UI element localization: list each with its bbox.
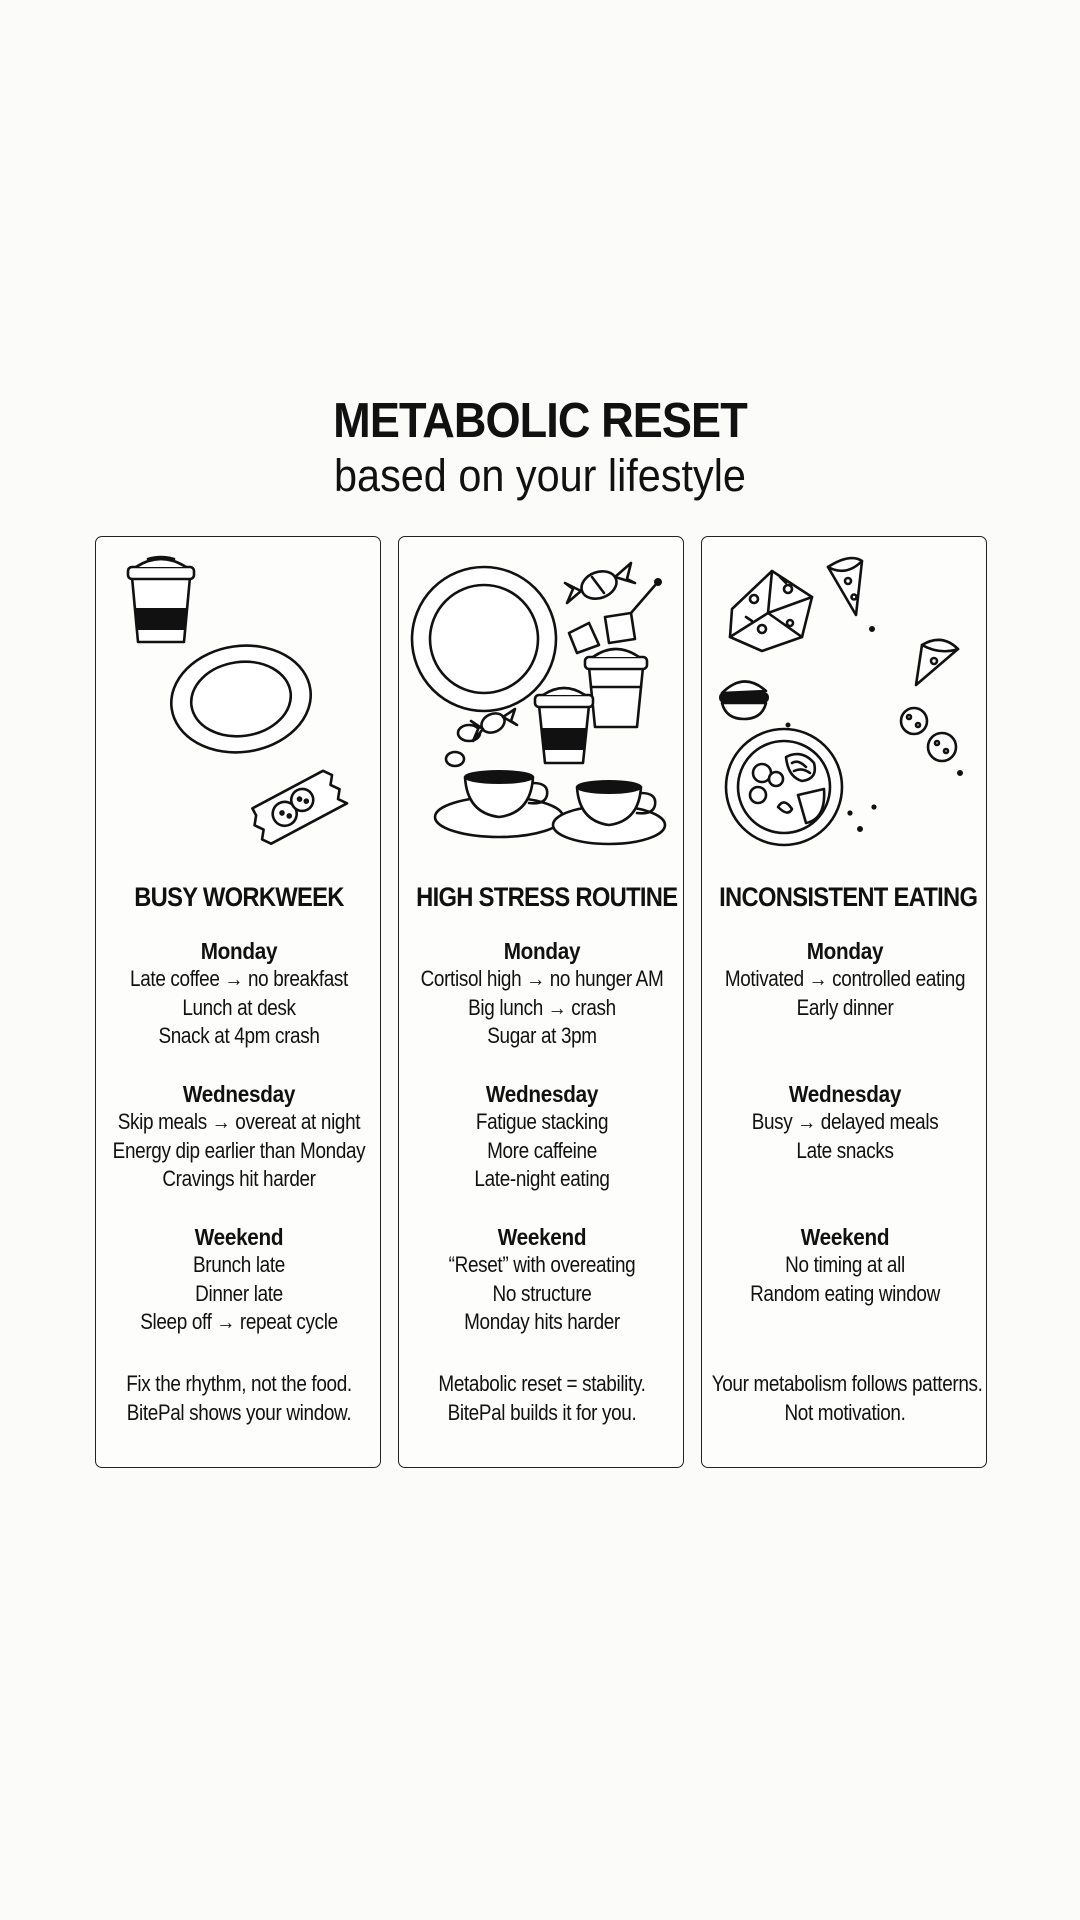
- schedule-line: “Reset” with overeating: [448, 1252, 636, 1277]
- section-wednesday: [86, 1080, 392, 1223]
- schedule-line: Brunch late: [193, 1252, 285, 1277]
- card-inconsistent-eating: [701, 536, 987, 1468]
- section-weekend: [86, 1223, 392, 1366]
- schedule-line: Fatigue stacking: [475, 1109, 609, 1134]
- section-wednesday: [692, 1080, 998, 1223]
- small-candy-icon: [446, 709, 517, 766]
- snack-bar-icon: [247, 768, 347, 847]
- pizza-slice-icon: [828, 558, 874, 631]
- schedule-line: Dinner late: [195, 1280, 283, 1306]
- coffee-cup-icon: [585, 649, 647, 727]
- schedule-line: Cortisol high → no hunger AM: [420, 966, 664, 991]
- card-title: BUSY WORKWEEK: [134, 882, 344, 912]
- section-weekend: [692, 1223, 998, 1366]
- section-monday: [86, 937, 392, 1080]
- day-label: Weekend: [800, 1224, 890, 1250]
- schedule-line: Lunch at desk: [182, 994, 296, 1020]
- plate-icon: [412, 567, 556, 711]
- schedule-line: Skip meals → overeat at night: [117, 1109, 361, 1134]
- teacup-icon: [435, 771, 563, 837]
- footer-line: Metabolic reset = stability.: [438, 1371, 646, 1396]
- section-monday: [692, 937, 998, 1080]
- page-title: METABOLIC RESET: [333, 394, 747, 448]
- section-monday: [389, 937, 695, 1080]
- schedule-line: Snack at 4pm crash: [158, 1023, 320, 1048]
- burger-icon: [720, 681, 768, 719]
- card-title: INCONSISTENT EATING: [719, 882, 978, 912]
- schedule-line: No structure: [492, 1280, 592, 1306]
- schedule-line: Motivated → controlled eating: [724, 966, 966, 991]
- card-schedule: [86, 937, 392, 1366]
- pizza-slice-icon: [916, 640, 958, 685]
- card-footer: [690, 1370, 1000, 1427]
- card-footer: [387, 1370, 697, 1427]
- day-label: Monday: [806, 938, 884, 964]
- pizza-icon: [730, 571, 812, 651]
- footer-line: BitePal builds it for you.: [447, 1399, 637, 1425]
- schedule-line: Big lunch → crash: [468, 994, 616, 1020]
- card-illustration: [702, 537, 988, 877]
- schedule-line: Early dinner: [796, 994, 894, 1020]
- food-plate-icon: [726, 729, 876, 845]
- coffee-cup-icon: [535, 688, 593, 763]
- schedule-line: Sugar at 3pm: [487, 1023, 597, 1048]
- schedule-line: Late snacks: [796, 1137, 894, 1163]
- footer-line: BitePal shows your window.: [126, 1399, 352, 1425]
- card-footer: [84, 1370, 394, 1427]
- card-schedule: [692, 937, 998, 1366]
- day-label: Wednesday: [788, 1081, 902, 1107]
- schedule-line: No timing at all: [785, 1252, 905, 1277]
- footer-line: Not motivation.: [784, 1399, 906, 1425]
- card-busy-workweek: [95, 536, 381, 1468]
- day-label: Wednesday: [485, 1081, 599, 1107]
- teacup-icon: [553, 781, 665, 844]
- footer-line: Fix the rhythm, not the food.: [126, 1371, 352, 1396]
- schedule-line: Late coffee → no breakfast: [130, 966, 348, 991]
- day-label: Weekend: [194, 1224, 284, 1250]
- section-wednesday: [389, 1080, 695, 1223]
- coffee-cup-icon: [128, 557, 194, 642]
- lifestyle-columns: [95, 536, 987, 1470]
- schedule-line: Sleep off → repeat cycle: [140, 1309, 338, 1334]
- candy-icon: [565, 563, 635, 603]
- card-illustration: [399, 537, 685, 877]
- footer-line: Your metabolism follows patterns.: [711, 1371, 983, 1396]
- schedule-line: Random eating window: [750, 1280, 940, 1306]
- schedule-line: Energy dip earlier than Monday: [112, 1137, 366, 1163]
- header: [0, 392, 1080, 504]
- card-high-stress-routine: [398, 536, 684, 1468]
- schedule-line: Monday hits harder: [464, 1309, 620, 1334]
- card-schedule: [389, 937, 695, 1366]
- day-label: Wednesday: [182, 1081, 296, 1107]
- card-title: HIGH STRESS ROUTINE: [416, 882, 678, 912]
- day-label: Weekend: [497, 1224, 587, 1250]
- page-subtitle: based on your lifestyle: [334, 450, 746, 501]
- section-weekend: [389, 1223, 695, 1366]
- card-illustration: [96, 537, 382, 877]
- schedule-line: Busy → delayed meals: [751, 1109, 939, 1134]
- plate-icon: [164, 637, 317, 761]
- schedule-line: Cravings hit harder: [162, 1166, 316, 1191]
- schedule-line: Late-night eating: [474, 1166, 610, 1191]
- day-label: Monday: [200, 938, 278, 964]
- day-label: Monday: [503, 938, 581, 964]
- schedule-line: More caffeine: [487, 1137, 597, 1163]
